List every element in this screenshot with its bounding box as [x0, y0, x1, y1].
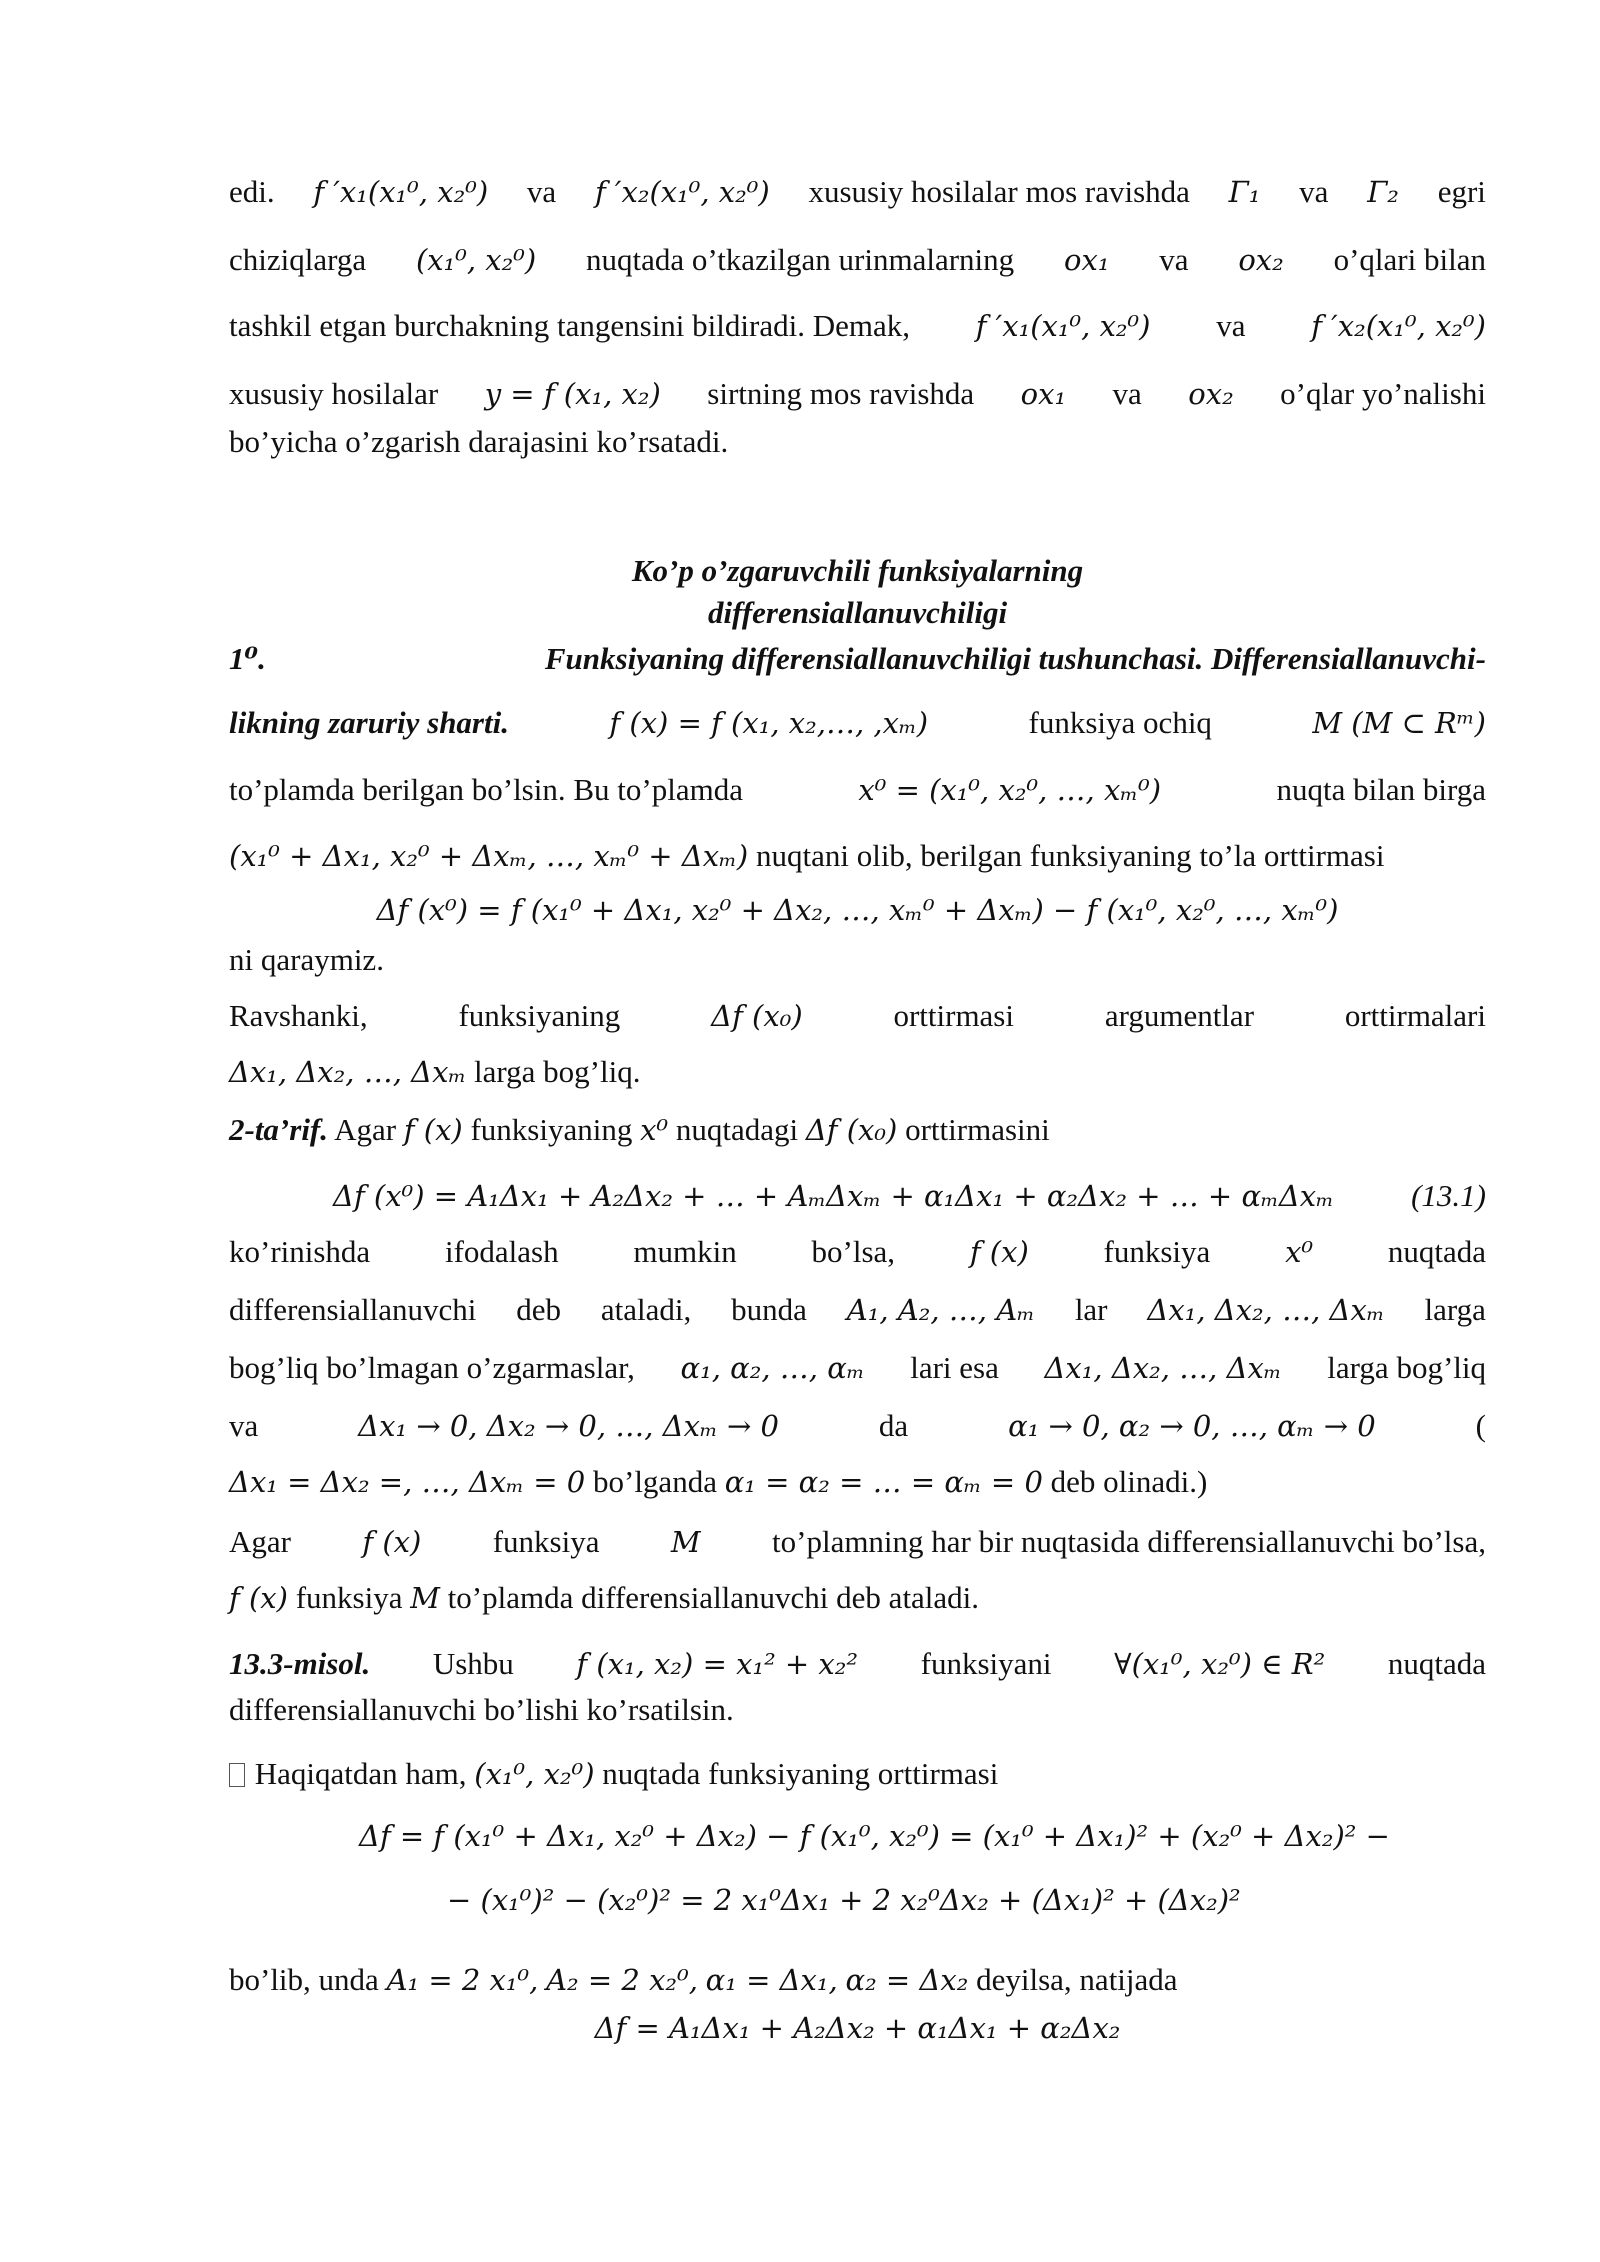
text-span: nuqtada funksiyaning orttirmasi: [602, 1756, 999, 1791]
differential-formula: [229, 1176, 1486, 1216]
set-m: M (M ⊂ Rᵐ): [1312, 706, 1486, 740]
axis-ox2: ox₂: [1238, 243, 1284, 277]
example-line-1: [229, 1644, 1486, 1684]
zero-increments: Δx₁ = Δx₂ =, …, Δxₘ = 0: [229, 1465, 586, 1499]
subsection-number: 1⁰.: [229, 641, 266, 676]
word-va: va: [1159, 242, 1189, 277]
formula: Δf = f (x₁⁰ + Δx₁, x₂⁰ + Δx₂) − f (x₁⁰, x₂⁰) = (x₁⁰ + Δx₁)² + (x₂⁰ + Δx₂)² −: [359, 1819, 1390, 1853]
zero-alphas: α₁ = α₂ = … = αₘ = 0: [724, 1465, 1043, 1499]
section-heading-line-1: Ko’p o’zgaruvchili funksiyalarning: [631, 553, 1084, 588]
sec-line-2: [229, 703, 1486, 743]
text-span: argumentlar: [1104, 998, 1255, 1033]
example-line-6: [229, 1960, 1486, 2000]
sec-line-3: [229, 770, 1486, 810]
sec-line-8: [229, 1052, 1486, 1092]
increments-list: Δx₁, Δx₂, …, Δxₘ: [1147, 1293, 1385, 1327]
word-va: va: [1216, 308, 1246, 343]
subsection-title-line-1: [229, 639, 1486, 679]
p1-line-1: [229, 172, 1486, 212]
example-label: 13.3-misol.: [229, 1646, 371, 1681]
text-span: va: [229, 1408, 259, 1443]
alpha-1: α₁ = Δx₁,: [705, 1963, 838, 1997]
formula: Δf = A₁Δx₁ + A₂Δx₂ + α₁Δx₁ + α₂Δx₂: [594, 2011, 1121, 2045]
text-span: bo’lganda: [593, 1464, 717, 1499]
text-span: nuqtadagi: [675, 1112, 799, 1147]
text-span: funksiya: [492, 1524, 600, 1559]
coef-a1: A₁ = 2 x₁⁰,: [386, 1963, 539, 1997]
partial-derivative-x2: f ′x₂(x₁⁰, x₂⁰): [1311, 309, 1486, 343]
partial-derivative-x2: f ′x₂(x₁⁰, x₂⁰): [594, 175, 770, 209]
total-increment-formula: [229, 890, 1486, 930]
axis-ox1: ox₁: [1064, 243, 1110, 277]
sec-line-7: [229, 996, 1486, 1036]
text-span: ko’rinishda: [229, 1234, 371, 1269]
limit-alphas: α₁ → 0, α₂ → 0, …, αₘ → 0: [1008, 1409, 1376, 1443]
text-span: lari esa: [910, 1350, 999, 1385]
p1-line-5: bo’yicha o’zgarish darajasini ko’rsatadi.: [229, 424, 729, 459]
forall-point: ∀(x₁⁰, x₂⁰) ∈ R²: [1114, 1647, 1326, 1681]
def-line-9: [229, 1578, 1486, 1618]
text-span: bo’lib, unda: [229, 1962, 379, 1997]
text-span: funksiyaning: [470, 1112, 633, 1147]
sec-line-4: [229, 836, 1486, 876]
alphas-list: α₁, α₂, …, αₘ: [680, 1351, 865, 1385]
text-span: Haqiqatdan ham,: [254, 1756, 467, 1791]
text-span: larga bog’liq: [1327, 1350, 1486, 1385]
text-span: Ravshanki,: [229, 998, 368, 1033]
text-span: o’qlar yo’nalishi: [1280, 376, 1486, 411]
text-span: tashkil etgan burchakning tangensini bildiradi. Demak,: [229, 308, 910, 343]
word-va: va: [526, 174, 557, 209]
text-span: xususiy hosilalar mos ravishda: [808, 174, 1190, 209]
point-x0: x⁰: [640, 1113, 669, 1147]
text-span: nuqtada: [1387, 1234, 1486, 1269]
coef-a2: A₂ = 2 x₂⁰,: [546, 1963, 698, 1997]
gamma-2: Γ₂: [1367, 175, 1399, 209]
equation-number: (13.1): [1411, 1178, 1486, 1213]
text-span: funksiyaning: [458, 998, 621, 1033]
point-formula: (x₁⁰, x₂⁰): [415, 243, 537, 277]
example-equation-3: [229, 2008, 1486, 2048]
text-span: differensiallanuvchi: [229, 1292, 477, 1327]
subsection-title: Funksiyaning differensiallanuvchiligi tushunchasi. Differensiallanuvchi-: [544, 641, 1486, 676]
text-span: mumkin: [633, 1234, 737, 1269]
formula: − (x₁⁰)² − (x₂⁰)² = 2 x₁⁰Δx₁ + 2 x₂⁰Δx₂ + (Δx₁)² + (Δx₂)²: [447, 1883, 1241, 1917]
text-span: orttirmasi: [893, 998, 1014, 1033]
axis-ox2: ox₂: [1188, 377, 1234, 411]
word-va: va: [1299, 174, 1329, 209]
text-span: funksiyani: [920, 1646, 1052, 1681]
text-span: deb olinadi.): [1050, 1464, 1208, 1499]
text-span: (: [1475, 1408, 1486, 1443]
text-span: bo’lsa,: [811, 1234, 896, 1269]
text-span: lar: [1074, 1292, 1108, 1327]
gamma-1: Γ₁: [1228, 175, 1261, 209]
text-span: to’plamda berilgan bo’lsin. Bu to’plamda: [229, 772, 743, 807]
text-span: to’plamning har bir nuqtasida differensiallanuvchi bo’lsa,: [772, 1524, 1486, 1559]
def-line-7: [229, 1462, 1486, 1502]
text-span: funksiya: [295, 1580, 403, 1615]
word-edi: edi.: [229, 174, 275, 209]
text-span: larga: [1424, 1292, 1486, 1327]
point-x0: x⁰ = (x₁⁰, x₂⁰, …, xₘ⁰): [858, 773, 1162, 807]
def-line-5: [229, 1348, 1486, 1388]
formula: Δf (x⁰) = A₁Δx₁ + A₂Δx₂ + … + AₘΔxₘ + α₁Δx₁ + α₂Δx₂ + … + αₘΔxₘ: [333, 1179, 1334, 1213]
coefficients-list: A₁, A₂, …, Aₘ: [846, 1293, 1035, 1327]
point-x0: x⁰: [1285, 1235, 1314, 1269]
increment-formula: Δf (x₀): [711, 999, 803, 1033]
function-fx: f (x): [403, 1113, 463, 1147]
set-m: M: [670, 1525, 701, 1559]
p1-line-4: [229, 374, 1486, 414]
increment-formula: Δf (x₀): [805, 1113, 898, 1147]
definition-label: 2-ta’rif.: [229, 1112, 329, 1147]
text-span: Agar: [229, 1524, 291, 1559]
text-span: funksiya: [1103, 1234, 1211, 1269]
surface-formula: y = f (x₁, x₂): [484, 377, 661, 411]
partial-derivative-x1: f ′x₁(x₁⁰, x₂⁰): [975, 309, 1151, 343]
text-span: Ushbu: [432, 1646, 514, 1681]
formula: Δf (x⁰) = f (x₁⁰ + Δx₁, x₂⁰ + Δx₂, …, xₘ⁰ + Δxₘ) − f (x₁⁰, x₂⁰, …, xₘ⁰): [376, 893, 1339, 927]
text-span: egri: [1437, 174, 1486, 209]
text-span: larga bog’liq.: [474, 1054, 641, 1089]
text-span: o’qlari bilan: [1333, 242, 1486, 277]
limit-increments: Δx₁ → 0, Δx₂ → 0, …, Δxₘ → 0: [358, 1409, 779, 1443]
text-span: orttirmasini: [905, 1112, 1050, 1147]
subsection-title-cont: likning zaruriy sharti.: [229, 705, 509, 740]
bullet-box-icon: [229, 1763, 245, 1787]
def-line-8: [229, 1522, 1486, 1562]
def-line-6: [229, 1406, 1486, 1446]
text-span: nuqta bilan birga: [1276, 772, 1486, 807]
function-fx: f (x): [229, 1581, 288, 1615]
text-span: Agar: [334, 1112, 397, 1147]
function-fx: f (x): [969, 1235, 1029, 1269]
point-formula: (x₁⁰, x₂⁰): [474, 1757, 595, 1791]
def-line-1: [229, 1110, 1486, 1150]
def-line-4: [229, 1290, 1486, 1330]
function-fx: f (x): [362, 1525, 422, 1559]
p1-line-2: [229, 240, 1486, 280]
text-span: nuqtada o’tkazilgan urinmalarning: [586, 242, 1015, 277]
text-span: da: [878, 1408, 909, 1443]
text-span: to’plamda differensiallanuvchi deb ataladi.: [447, 1580, 980, 1615]
word-va: va: [1112, 376, 1142, 411]
text-span: xususiy hosilalar: [229, 376, 439, 411]
text-span: deyilsa, natijada: [976, 1962, 1178, 1997]
increments-list: Δx₁, Δx₂, …, Δxₘ: [1044, 1351, 1282, 1385]
text-span: sirtning mos ravishda: [707, 376, 975, 411]
text-span: nuqtani olib, berilgan funksiyaning to’la orttirmasi: [755, 838, 1385, 873]
text-span: bunda: [731, 1292, 807, 1327]
text-span: funksiya ochiq: [1028, 705, 1212, 740]
increment-point: (x₁⁰ + Δx₁, x₂⁰ + Δxₘ, …, xₘ⁰ + Δxₘ): [229, 839, 749, 873]
text-span: nuqtada: [1387, 1646, 1486, 1681]
section-heading-line-2: differensiallanuvchiligi: [707, 595, 1008, 630]
sec-line-6: ni qaraymiz.: [229, 942, 384, 977]
text-span: chiziqlarga: [229, 242, 367, 277]
text-span: deb: [516, 1292, 561, 1327]
example-equation-1: [229, 1816, 1486, 1856]
text-span: orttirmalari: [1344, 998, 1486, 1033]
p1-line-3: [229, 306, 1486, 346]
text-span: bog’liq bo’lmagan o’zgarmaslar,: [229, 1350, 635, 1385]
example-function: f (x₁, x₂) = x₁² + x₂²: [576, 1647, 859, 1681]
def-line-3: [229, 1232, 1486, 1272]
axis-ox1: ox₁: [1020, 377, 1067, 411]
text-span: ifodalash: [444, 1234, 559, 1269]
set-m: M: [410, 1581, 440, 1615]
alpha-2: α₂ = Δx₂: [845, 1963, 969, 1997]
increments-list: Δx₁, Δx₂, …, Δxₘ: [229, 1055, 467, 1089]
example-line-3: [229, 1754, 1486, 1794]
example-line-2: differensiallanuvchi bo’lishi ko’rsatilsin.: [229, 1692, 734, 1727]
text-span: ataladi,: [600, 1292, 692, 1327]
partial-derivative-x1: f ′x₁(x₁⁰, x₂⁰): [313, 175, 489, 209]
function-definition: f (x) = f (x₁, x₂,…, ,xₘ): [609, 706, 929, 740]
example-equation-2: [229, 1880, 1486, 1920]
